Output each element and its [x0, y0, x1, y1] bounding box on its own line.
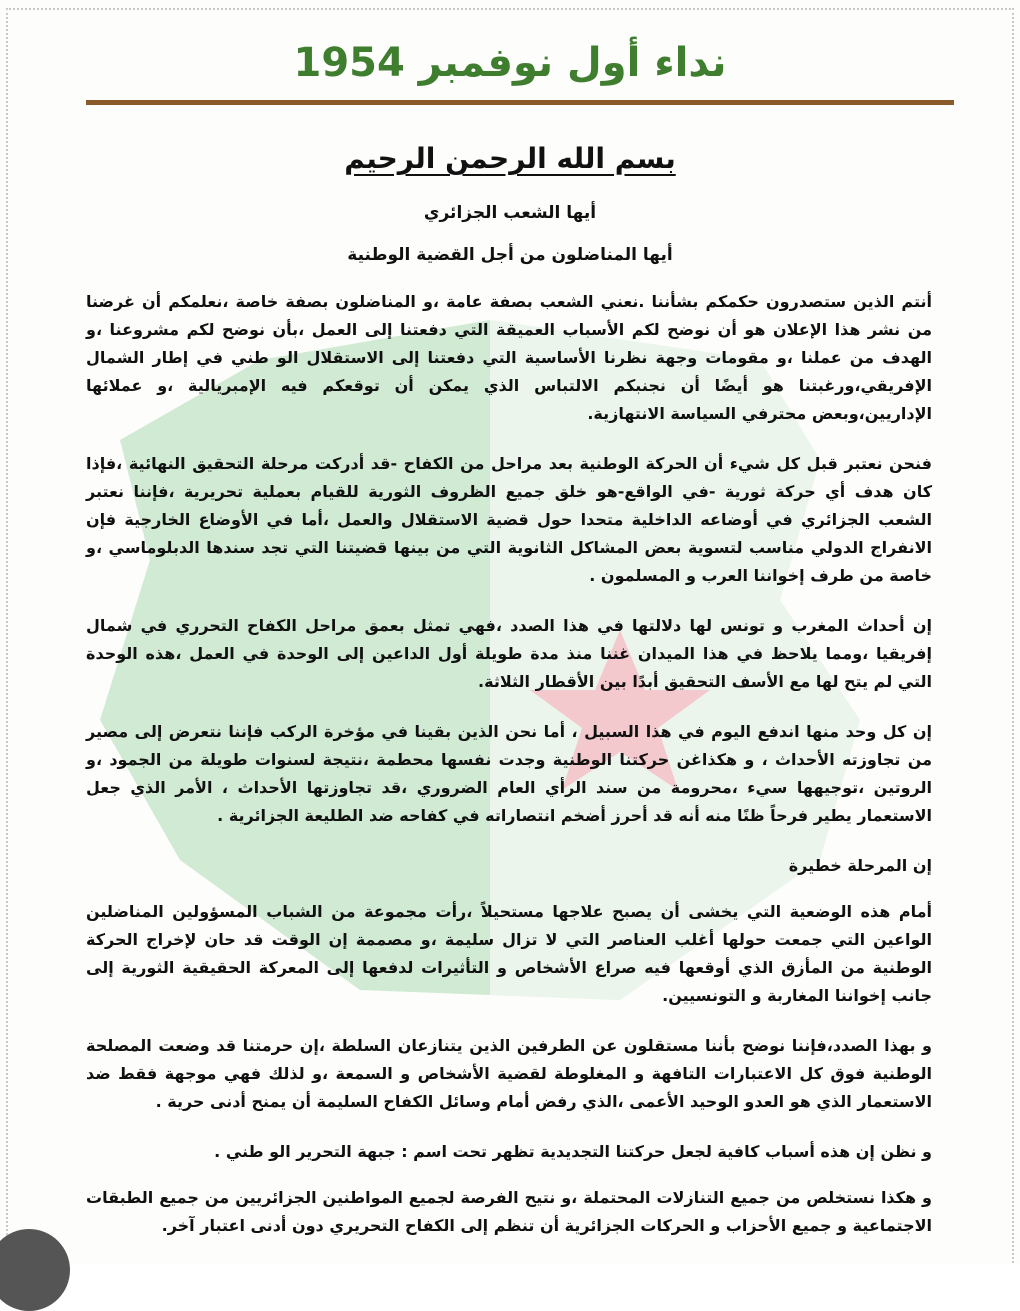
paragraph-3: إن أحداث المغرب و تونس لها دلالتها في هذا الصدد ،فهي تمثل بعمق مراحل الكفاح التحرري في شمال إفريقيا ،ومما يلاحظ في هذا الميدان غننا منذ مدة طويلة أول الداعين إلى الوحدة في العمل ،هذه الوحدة التي لم يتح لها مع الأسف التحقيق أبدًا بين الأقطار الثلاثة.	[86, 616, 932, 691]
page-title: نداء أول نوفمبر 1954	[293, 40, 727, 86]
paragraph-6: و بهذا الصدد،فإننا نوضح بأننا مستقلون عن الطرفين الذين يتنازعان السلطة ،إن حرمتنا قد وضعت المصلحة الوطنية فوق كل الاعتبارات التافهة و المغلوطة لقضية الأشخاص و السمعة ،و لذلك فهي موجهة فقط ضد الاستعمار الذي هو العدو الوحيد الأعمى ،الذي رفض أمام وسائل الكفاح السليمة أن يمنح أدنى حرية .	[86, 1036, 932, 1111]
paragraph-5: أمام هذه الوضعية التي يخشى أن يصبح علاجها مستحيلاً ،رأت مجموعة من الشباب المسؤولين المناضلين الواعين التي جمعت حولها أغلب العناصر التي لا تزال سليمة ،و مصممة إن الوقت قد حان لإخراج الحركة الوطنية من المأزق الذي أوقعها فيه صراع الأشخاص و التأثيرات لدفعها إلى المعركة الحقيقية الثورية إلى جانب إخواننا المغاربة و التونسيين.	[86, 902, 932, 1005]
greeting-people: أيها الشعب الجزائري	[423, 203, 597, 223]
paragraph-4: إن كل وحد منها اندفع اليوم في هذا السبيل ، أما نحن الذين بقينا في مؤخرة الركب فإننا نتعرض إلى مصير من تجاوزته الأحداث ، و هكذاغن حركتنا الوطنية وجدت نفسها محطمة ،نتيجة لسنوات طويلة من الجمود ،و الروتين ،توجيهها سيء ،محرومة من سند الرأي العام الضروري ،قد تجاوزتها الأحداث ، الأمر الذي جعل الاستعمار يطير فرحاً ظنًا منه أنه قد أحرز أضخم انتصاراته في كفاحه ضد الطليعة الجزائرية .	[86, 722, 932, 825]
paragraph-8: و هكذا نستخلص من جميع التنازلات المحتملة ،و نتيح الفرصة لجميع المواطنين الجزائريين من جميع الطبقات الاجتماعية و جميع الأحزاب و الحركات الجزائرية أن تنظم إلى الكفاح التحريري دون أدنى اعتبار آخر.	[86, 1188, 932, 1235]
paragraph-heading-critical-stage: إن المرحلة خطيرة	[788, 856, 932, 875]
paragraph-2: فنحن نعتبر قبل كل شيء أن الحركة الوطنية بعد مراحل من الكفاح -قد أدركت مرحلة التحقيق النهائية ،فإذا كان هدف أي حركة ثورية -في الواقع-هو خلق جميع الظروف الثورية للقيام بعملية تحريرية ،فإننا نعتبر الشعب الجزائري في أوضاعه الداخلية متحدا حول قضية الاستقلال والعمل ،أما في الأوضاع الخارجية فإن الانفراج الدولي مناسب لتسوية بعض المشاكل الثانوية التي من بينها قضيتنا التي تجد سندها الدبلوماسي ،و خاصة من طرف إخواننا العرب و المسلمون .	[86, 454, 932, 585]
document-body	[86, 288, 932, 1262]
basmala-heading: بسم الله الرحمن الرحيم	[344, 142, 676, 175]
paragraph-7: و نظن إن هذه أسباب كافية لجعل حركتنا التجديدية تظهر تحت اسم : جبهة التحرير الو طني .	[214, 1142, 932, 1161]
paragraph-1: أنتم الذين ستصدرون حكمكم بشأننا .نعني الشعب بصفة عامة ،و المناضلون بصفة خاصة ،نعلمكم أن غرضنا من نشر هذا الإعلان هو أن نوضح لكم الأسباب العميقة التي دفعتنا إلى العمل ،بأن نوضح لكم مشروعنا ،و الهدف من عملنا ،و مقومات وجهة نظرنا الأساسية التي دفعتنا إلى الاستقلال الو طني في إطار الشمال الإفريقي،ورغبتنا هو أيضًا أن نجنبكم الالتباس الذي يمكن أن توقعكم فيه الإمبريالية ،و عملائها الإداريين،وبعض محترفي السياسة الانتهازية.	[86, 292, 932, 423]
greeting-militants: أيها المناضلون من أجل القضية الوطنية	[347, 245, 673, 265]
title-divider	[86, 100, 954, 105]
